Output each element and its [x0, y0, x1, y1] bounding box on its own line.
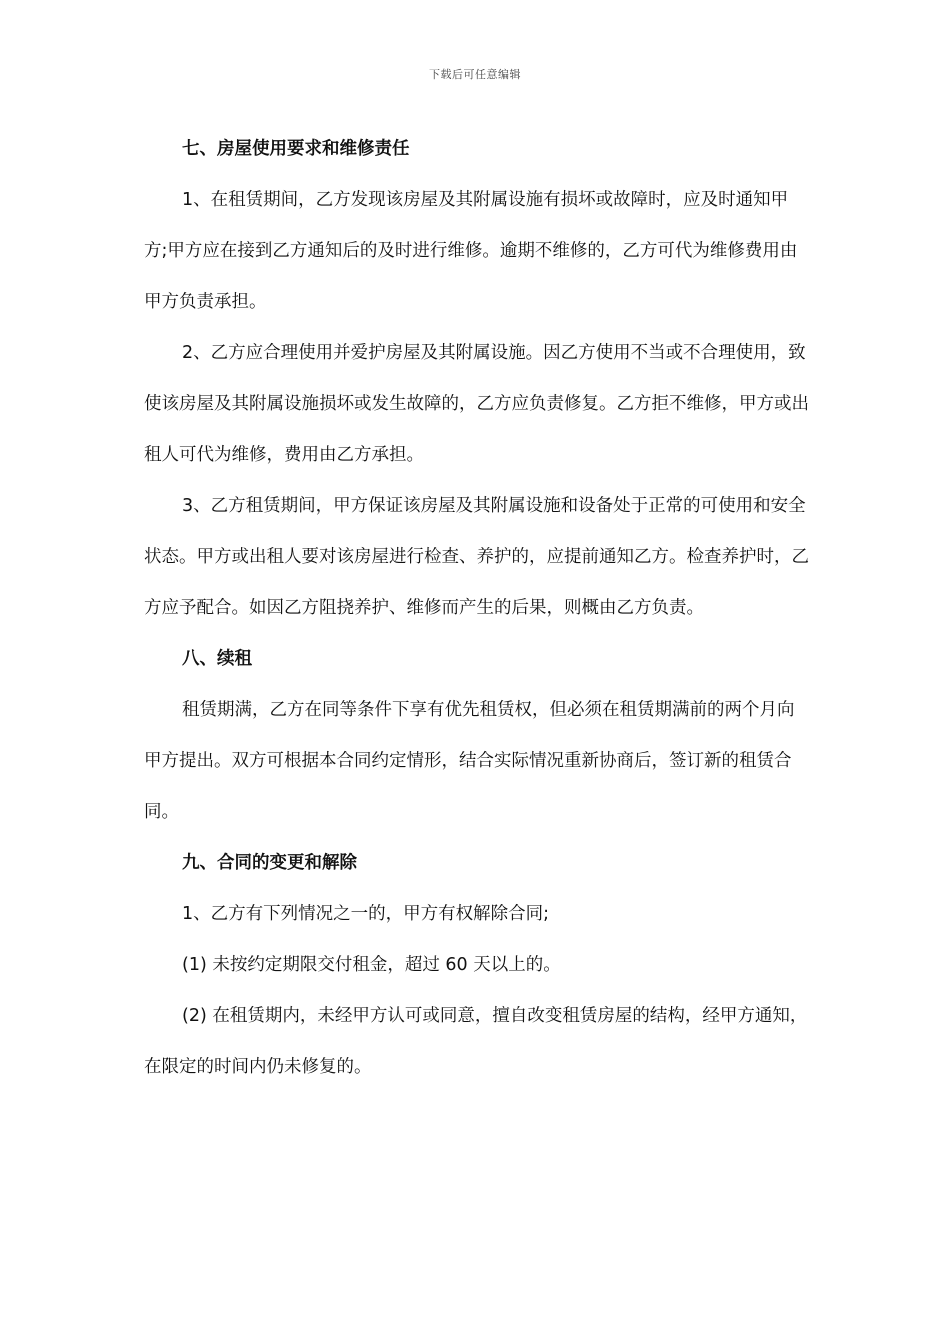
paragraph-maintenance-1: 1、在租赁期间，乙方发现该房屋及其附属设施有损坏或故障时，应及时通知甲方;甲方应在接到乙方通知后的及时进行维修。逾期不维修的，乙方可代为维修费用由甲方负责承担。	[144, 190, 798, 312]
section-heading-renewal: 八、续租	[182, 649, 252, 669]
section-heading-termination: 九、合同的变更和解除	[182, 853, 357, 873]
section-heading-maintenance: 七、房屋使用要求和维修责任	[182, 139, 410, 159]
page-header-note: 下载后可任意编辑	[429, 68, 521, 81]
paragraph-termination-1: 1、乙方有下列情况之一的，甲方有权解除合同;	[182, 904, 550, 924]
paragraph-renewal: 租赁期满，乙方在同等条件下享有优先租赁权，但必须在租赁期满前的两个月向甲方提出。双方可根据本合同约定情形，结合实际情况重新协商后，签订新的租赁合同。	[144, 700, 795, 822]
paragraph-termination-item-2: (2) 在租赁期内，未经甲方认可或同意，擅自改变租赁房屋的结构，经甲方通知，在限定的时间内仍未修复的。	[144, 1006, 808, 1077]
paragraph-maintenance-2: 2、乙方应合理使用并爱护房屋及其附属设施。因乙方使用不当或不合理使用，致使该房屋及其附属设施损坏或发生故障的，乙方应负责修复。乙方拒不维修，甲方或出租人可代为维修，费用由乙方承担。	[144, 343, 809, 465]
paragraph-termination-item-1: (1) 未按约定期限交付租金，超过 60 天以上的。	[182, 955, 561, 975]
document-body	[144, 124, 810, 1093]
paragraph-maintenance-3: 3、乙方租赁期间，甲方保证该房屋及其附属设施和设备处于正常的可使用和安全状态。甲方或出租人要对该房屋进行检查、养护的，应提前通知乙方。检查养护时，乙方应予配合。如因乙方阻挠养护、维修而产生的后果，则概由乙方负责。	[144, 496, 809, 618]
